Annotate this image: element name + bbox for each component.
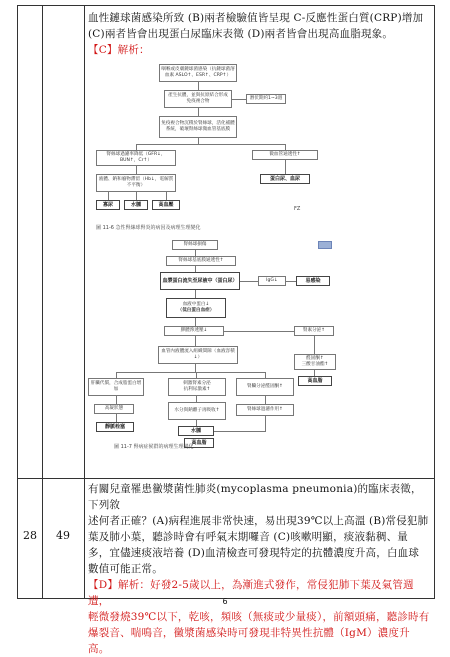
- blue-mark-icon: [318, 241, 332, 249]
- question-line: 葉及肺小葉，聽診時會有呼氣末期囉音 (C)咳嗽明顯，痰液黏稠、量: [88, 531, 408, 543]
- question-line: 有關兒童罹患黴漿菌性肺炎(mycoplasma pneumonia)的臨床表徵，下列敘: [88, 483, 422, 511]
- answer-line: 輕微發燒39℃以下，乾咳，頻咳（無痰或少量痰），前額頭痛，聽診時有: [88, 611, 430, 623]
- diagram-box: 腎素分泌↑: [294, 326, 334, 336]
- diagram-text: 血液中蛋白↓: [182, 302, 210, 307]
- diagram-box: 免疫複合物沉積於腎絲球，活化補體系統，破壞腎絲球微血管基底膜: [159, 116, 237, 138]
- question-line: 述何者正確？(A)病程進展非常快速，易出現39℃以上高溫 (B)常侵犯肺: [88, 515, 429, 527]
- diagram-box: 靜脈栓塞: [96, 422, 134, 432]
- figure-corner-mark: FZ: [294, 206, 301, 212]
- question-line: (C)兩者皆會出現蛋白尿臨床表徵 (D)兩者皆會出現高血脂現象。: [88, 28, 394, 40]
- diagram-text: 三酸甘油酯↑: [301, 362, 329, 367]
- question-line: 多，宜儘速痰液培養 (D)血清檢查可發現特定的抗體濃度升高，白血球: [88, 547, 420, 559]
- diagram-box: 水腫: [178, 426, 214, 436]
- diagram-box: 腎絲球過濾作用↑: [236, 404, 294, 416]
- column-divider-2: [84, 6, 85, 598]
- diagram-box: [166, 298, 226, 318]
- diagram-box: 腎絲球過濾率降低（GFR↓，BUN↑，Cr↑）: [96, 150, 176, 166]
- question-number: 49: [56, 529, 70, 542]
- page-number: 6: [222, 597, 228, 606]
- column-divider-1: [42, 6, 43, 598]
- answer-line: 【D】解析：好發2-5歲以上，為漸進式發作，常侵犯肺下葉及氣管週遭，: [88, 579, 414, 607]
- diagram-box: IgG↓: [258, 276, 286, 286]
- diagram-box: 易感染: [296, 276, 330, 286]
- diagram-box: 水分與鈉離子再吸收↑: [168, 402, 226, 420]
- answer-line: 爆裂音、喘鳴音，黴漿菌感染時可發現非特異性抗體（IgM）濃度升高。: [88, 627, 410, 655]
- diagram-box: 產生抗體，並與抗原結合形成免疫複合物: [164, 90, 232, 108]
- diagram-text: （低白蛋白血症）: [177, 308, 215, 313]
- table-frame: [17, 5, 435, 655]
- diagram-text: 醛固酮↑: [306, 356, 324, 361]
- diagram-box: 膠體滲透壓↓: [164, 326, 224, 336]
- diagram-box: 寡尿: [96, 200, 120, 210]
- figure-nephrotic-syndrome: [86, 238, 386, 453]
- diagram-text: 抗利尿激素↑: [183, 387, 211, 392]
- diagram-box: 血管內液體流入組織間隙（血液容積↓）: [158, 346, 238, 364]
- row-number: 28: [23, 529, 37, 542]
- diagram-box: 液體、鈉和廢物滯留（Hb↓，電解質不平衡）: [96, 174, 176, 192]
- diagram-box: 潛伏期約1~3週: [246, 94, 286, 104]
- diagram-box: 水腫: [124, 200, 148, 210]
- diagram-text: 刺激腎素分泌: [183, 381, 211, 386]
- answer-label: 【C】解析：: [88, 44, 150, 56]
- diagram-box: 蛋白尿、血尿: [260, 174, 310, 184]
- diagram-box: 高血壓: [152, 200, 180, 210]
- figure-caption: 圖 11-6 急性腎絲球腎炎的病因及病理生理變化: [96, 225, 201, 231]
- diagram-box: 高血脂: [184, 438, 214, 448]
- diagram-box: 肝臟代償，合成脂蛋白增加: [88, 378, 144, 396]
- diagram-box: 腎絲球損傷: [172, 240, 218, 250]
- diagram-box: 腎臟分泌醛固酮↑: [236, 378, 294, 396]
- question-line: 數值可能正常。: [88, 563, 163, 575]
- diagram-box: 血漿蛋白流失至尿液中（蛋白尿）: [160, 272, 240, 290]
- diagram-box: 高血脂: [298, 376, 332, 386]
- row-divider: [18, 478, 434, 479]
- figure-caption: 圖 11-7 腎病症候群的病理生理變化: [114, 444, 194, 450]
- question-continuation: [88, 10, 430, 58]
- diagram-box: 高凝狀態: [94, 404, 134, 414]
- diagram-box: 微血管通透性↑: [252, 150, 318, 160]
- figure-acute-glomerulonephritis: [94, 64, 384, 234]
- diagram-box: [168, 378, 226, 396]
- diagram-box: 腎絲球基底膜通透性↑: [166, 256, 236, 266]
- question-line: 血性鏈球菌感染所致 (B)兩者檢驗值皆呈現 C-反應性蛋白質(CRP)增加: [88, 12, 424, 24]
- question-49: [88, 481, 430, 657]
- diagram-box: 咽喉或皮膚鏈球菌感染（抗鏈球菌溶血素 ASLO↑、ESR↑、CRP↑）: [159, 64, 237, 82]
- diagram-box: [294, 354, 336, 370]
